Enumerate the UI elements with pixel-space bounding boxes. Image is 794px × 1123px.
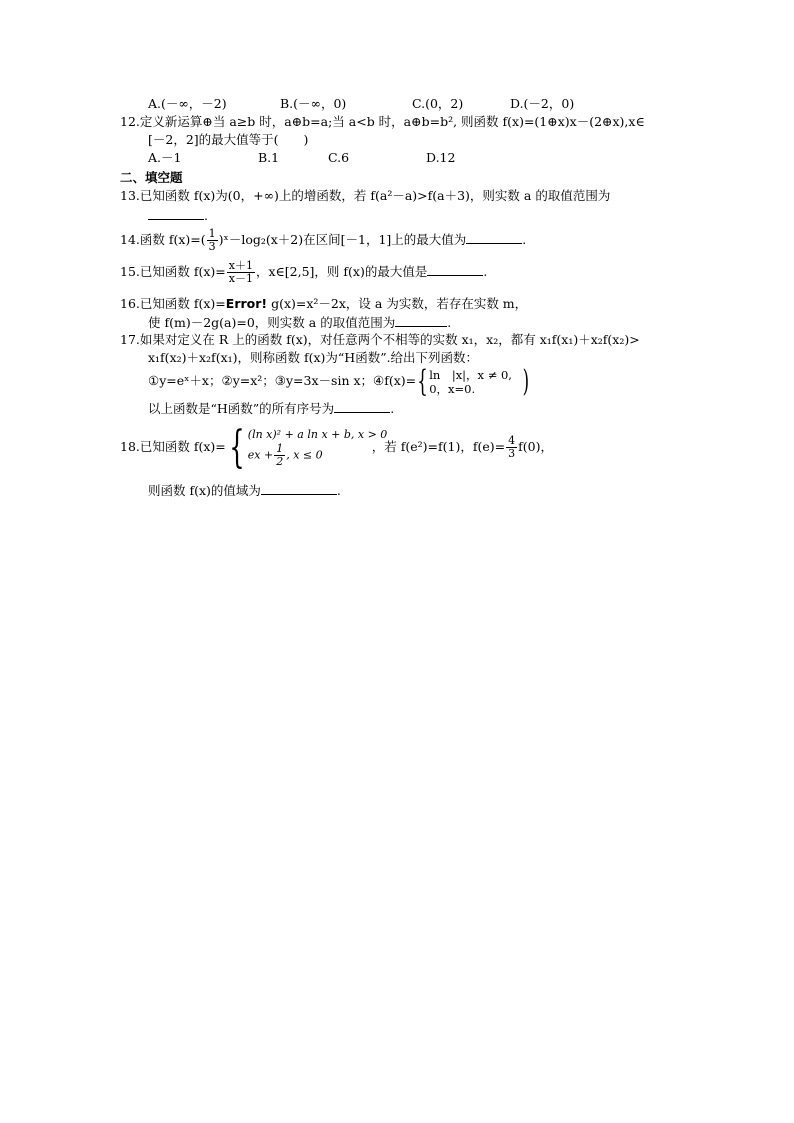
- q17-line4: [148, 400, 394, 417]
- q15-number: 15.: [120, 264, 140, 279]
- q12-line2: [－2，2]的最大值等于( ): [148, 132, 309, 147]
- q15-frac-den: x－1: [228, 272, 253, 285]
- q11-option-a: A.(－∞，－2): [148, 96, 227, 111]
- q17-number: 17.: [120, 332, 140, 347]
- q11-option-b: B.(－∞，0): [280, 96, 347, 111]
- q16-answer-blank[interactable]: [395, 314, 447, 327]
- q18-line2: [148, 482, 341, 499]
- q14-pre: 函数 f(x)=(: [139, 232, 206, 247]
- q17-functions: ①y=eˣ＋x；②y=x²；③y=3x－sin x；④f(x)=: [148, 373, 417, 388]
- q12-option-a: A.－1: [148, 150, 182, 165]
- q17-text4: 以上函数是“H函数”的所有序号为: [148, 401, 335, 416]
- q18-case2-frac-den: 2: [276, 455, 284, 468]
- q18-left-brace: {: [229, 421, 245, 473]
- q18-period: .: [336, 483, 341, 498]
- q13-number: 13.: [120, 188, 140, 203]
- q15-pre: 已知函数 f(x)=: [139, 264, 226, 279]
- q14-number: 14.: [120, 232, 140, 247]
- q17-case1: ln |x|，x ≠ 0,: [429, 367, 512, 382]
- q17-text1: 如果对定义在 R 上的函数 f(x)，对任意两个不相等的实数 x₁，x₂，都有 x₁f(x₁)＋x₂f(x₂)>: [139, 332, 640, 347]
- q15-post: ，x∈[2,5]，则 f(x)的最大值是: [255, 264, 428, 279]
- q17-case2: 0，x=0.: [429, 381, 476, 396]
- q16-line1: [120, 296, 527, 312]
- q18-line1: [120, 422, 553, 472]
- q18-text2: 则函数 f(x)的值域为: [148, 483, 261, 498]
- q18-number: 18.: [120, 439, 140, 454]
- q18-frac-num: 4: [508, 434, 516, 447]
- q18-answer-blank[interactable]: [261, 482, 337, 495]
- q14-frac-num: 1: [208, 227, 216, 240]
- q15-period: .: [483, 264, 488, 279]
- q12-option-c: C.6: [328, 150, 350, 165]
- q12-line1: [120, 114, 645, 130]
- q11-option-d: D.(－2，0): [510, 96, 575, 111]
- q15-line: [120, 260, 487, 285]
- q18-case1: (ln x)² + a ln x + b, x > 0: [247, 428, 388, 441]
- q12-option-b: B.1: [258, 150, 280, 165]
- q15-fraction: [227, 260, 255, 285]
- q16-text2: 使 f(m)－2g(a)=0，则实数 a 的取值范围为: [148, 315, 396, 330]
- q16-post: g(x)=x²－2x，设 a 为实数，若存在实数 m，: [267, 296, 528, 311]
- q15-frac-num: x＋1: [228, 259, 253, 272]
- q13-period: .: [204, 208, 208, 223]
- q14-answer-blank[interactable]: [466, 231, 522, 244]
- section-heading: 二、填空题: [120, 170, 183, 185]
- q17-piecewise: [429, 368, 512, 396]
- q17-period: .: [390, 401, 395, 416]
- q18-post: f(0)，: [518, 439, 553, 454]
- q18-frac-den: 3: [508, 447, 516, 460]
- q16-period: .: [447, 315, 452, 330]
- q15-answer-blank[interactable]: [427, 263, 483, 276]
- q16-pre: 已知函数 f(x)=: [139, 296, 226, 311]
- q17-answer-blank[interactable]: [334, 400, 390, 413]
- q18-case2-a: ex +: [247, 448, 274, 462]
- q18-mid: ，若 f(e²)=f(1)，f(e)=: [371, 439, 506, 454]
- q18-fraction: [506, 435, 517, 460]
- q14-fraction: [207, 228, 218, 253]
- q13-line2: [148, 207, 208, 224]
- q17-line3: [148, 363, 530, 399]
- q18-case2: [248, 443, 372, 468]
- q18-case2-b: , x ≤ 0: [286, 448, 323, 462]
- q13-answer-blank[interactable]: [148, 207, 204, 220]
- q16-line2: [148, 314, 451, 331]
- q14-line: [120, 228, 526, 253]
- q18-piecewise: [247, 427, 388, 468]
- q12-text: 定义新运算⊕当 a≥b 时，a⊕b=a;当 a<b 时，a⊕b=b², 则函数 f(x)=(1⊕x)x－(2⊕x),x∈: [139, 114, 645, 129]
- q17-line2: x₁f(x₂)＋x₂f(x₁)，则称函数 f(x)为“H函数”.给出下列函数：: [148, 350, 479, 365]
- q14-frac-den: 3: [208, 240, 216, 253]
- q17-left-brace: {: [417, 363, 428, 399]
- q16-number: 16.: [120, 296, 140, 311]
- q17-right-paren: ): [522, 363, 530, 399]
- q12-option-d: D.12: [426, 150, 456, 165]
- q18-pre: 已知函数 f(x)=: [139, 439, 226, 454]
- q14-period: .: [522, 232, 527, 247]
- q14-post: )ˣ－log₂(x＋2)在区间[－1，1]上的最大值为: [218, 232, 467, 247]
- q13-line1: [120, 188, 610, 204]
- q17-line1: [120, 332, 640, 348]
- q12-number: 12.: [120, 114, 140, 129]
- q18-case2-fraction: [274, 443, 285, 468]
- q16-error-text: Error!: [225, 296, 268, 311]
- q18-case2-frac-num: 1: [276, 442, 284, 455]
- q13-text: 已知函数 f(x)为(0，+∞)上的增函数，若 f(a²－a)>f(a＋3)，则实数 a 的取值范围为: [139, 188, 611, 203]
- q11-option-c: C.(0，2): [412, 96, 464, 111]
